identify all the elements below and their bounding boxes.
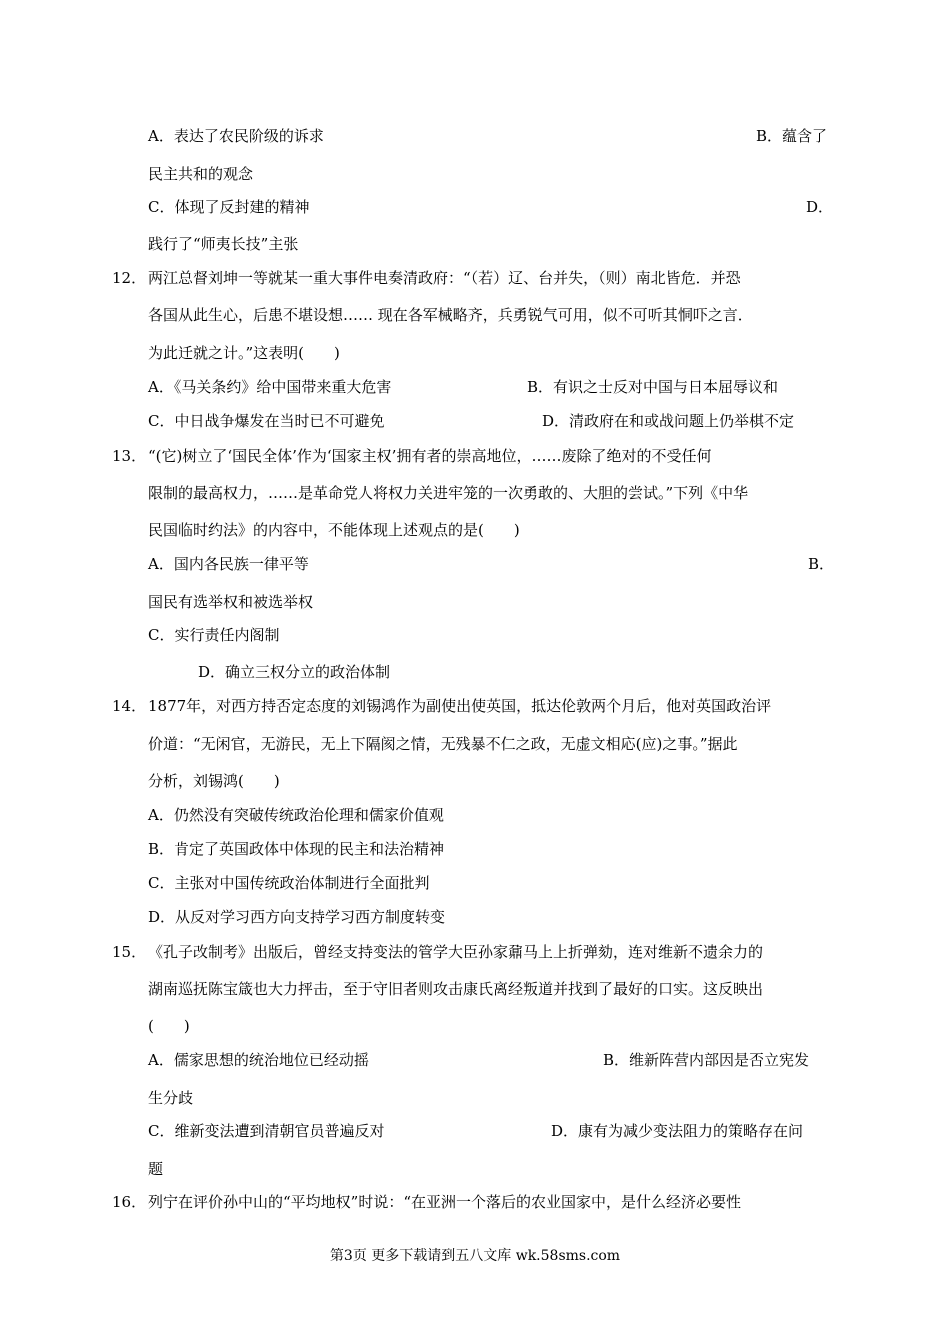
q11-option-d-head: D． [806, 198, 834, 216]
q13-stem-line2: 限制的最高权力，……是革命党人将权力关进牢笼的一次勇敢的、大胆的尝试。”下列《中华 [148, 484, 749, 502]
q12-stem-line1: 两江总督刘坤一等就某一重大事件电奏清政府：“（若）辽、台并失，（则）南北皆危．并恐 [148, 269, 741, 287]
q15-option-b-tail: 生分歧 [148, 1089, 194, 1107]
q13-stem-line1: “(它)树立了‘国民全体’作为‘国家主权’拥有者的崇高地位，……废除了绝对的不受任何 [148, 447, 712, 465]
q12-option-d: D．清政府在和或战问题上仍举棋不定 [542, 412, 795, 430]
q13-stem-line3: 民国临时约法》的内容中，不能体现上述观点的是( ) [148, 521, 520, 539]
q15-option-d-tail: 题 [148, 1160, 164, 1178]
q14-option-b: B．肯定了英国政体中体现的民主和法治精神 [148, 840, 445, 858]
q13-option-d: D．确立三权分立的政治体制 [198, 663, 391, 681]
q13-option-b-head: B． [808, 555, 835, 573]
q14-stem-line1: 1877年，对西方持否定态度的刘锡鸿作为副使出使英国，抵达伦敦两个月后，他对英国政治评 [148, 697, 772, 715]
q15-option-a: A．儒家思想的统治地位已经动摇 [148, 1051, 369, 1069]
q12-option-b: B．有识之士反对中国与日本屈辱议和 [527, 378, 779, 396]
q14-number: 14． [112, 697, 147, 715]
q11-option-d-tail: 践行了“师夷长技”主张 [148, 235, 299, 253]
q15-number: 15． [112, 943, 147, 961]
q15-option-d-head: D．康有为减少变法阻力的策略存在问 [551, 1122, 804, 1140]
q11-option-c: C．体现了反封建的精神 [148, 198, 310, 216]
q12-number: 12． [112, 269, 147, 287]
q11-option-b-head: B．蕴含了 [756, 127, 828, 145]
q14-stem-line3: 分析，刘锡鸿( ) [148, 772, 280, 790]
q11-option-a: A．表达了农民阶级的诉求 [148, 127, 324, 145]
q15-stem-line1: 《孔子改制考》出版后，曾经支持变法的管学大臣孙家鼐马上上折弹劾，连对维新不遗余力的 [148, 943, 764, 961]
q14-option-d: D．从反对学习西方向支持学习西方制度转变 [148, 908, 446, 926]
q15-stem-line3: ( ) [148, 1017, 190, 1035]
q14-option-a: A．仍然没有突破传统政治伦理和儒家价值观 [148, 806, 444, 824]
q15-option-c: C．维新变法遭到清朝官员普遍反对 [148, 1122, 385, 1140]
q15-option-b-head: B．维新阵营内部因是否立宪发 [603, 1051, 810, 1069]
q14-option-c: C．主张对中国传统政治体制进行全面批判 [148, 874, 430, 892]
q13-option-c: C．实行责任内阁制 [148, 626, 280, 644]
q13-option-a: A．国内各民族一律平等 [148, 555, 309, 573]
page-footer: 第3页 更多下载请到五八文库 wk.58sms.com [329, 1248, 621, 1264]
q12-stem-line3: 为此迁就之计。”这表明( ) [148, 344, 340, 362]
q12-option-a: A．《马关条约》给中国带来重大危害 [148, 378, 392, 396]
q12-option-c: C．中日战争爆发在当时已不可避免 [148, 412, 385, 430]
q14-stem-line2: 价道：“无闲官，无游民，无上下隔阂之情，无残暴不仁之政，无虚文相応(应)之事。”据此 [148, 735, 738, 753]
q13-option-b-tail: 国民有选举权和被选举权 [148, 593, 314, 611]
q16-stem-line1: 列宁在评价孙中山的“平均地权”时说：“在亚洲一个落后的农业国家中，是什么经济必要性 [148, 1193, 742, 1211]
q12-stem-line2: 各国从此生心，后患不堪设想…… 现在各军械略齐，兵勇锐气可用，似不可听其恫吓之言． [148, 306, 753, 324]
q15-stem-line2: 湖南巡抚陈宝箴也大力抨击，至于守旧者则攻击康氏离经叛道并找到了最好的口实。这反映出 [148, 980, 764, 998]
q13-number: 13． [112, 447, 147, 465]
q16-number: 16． [112, 1193, 147, 1211]
q11-option-b-tail: 民主共和的观念 [148, 165, 254, 183]
